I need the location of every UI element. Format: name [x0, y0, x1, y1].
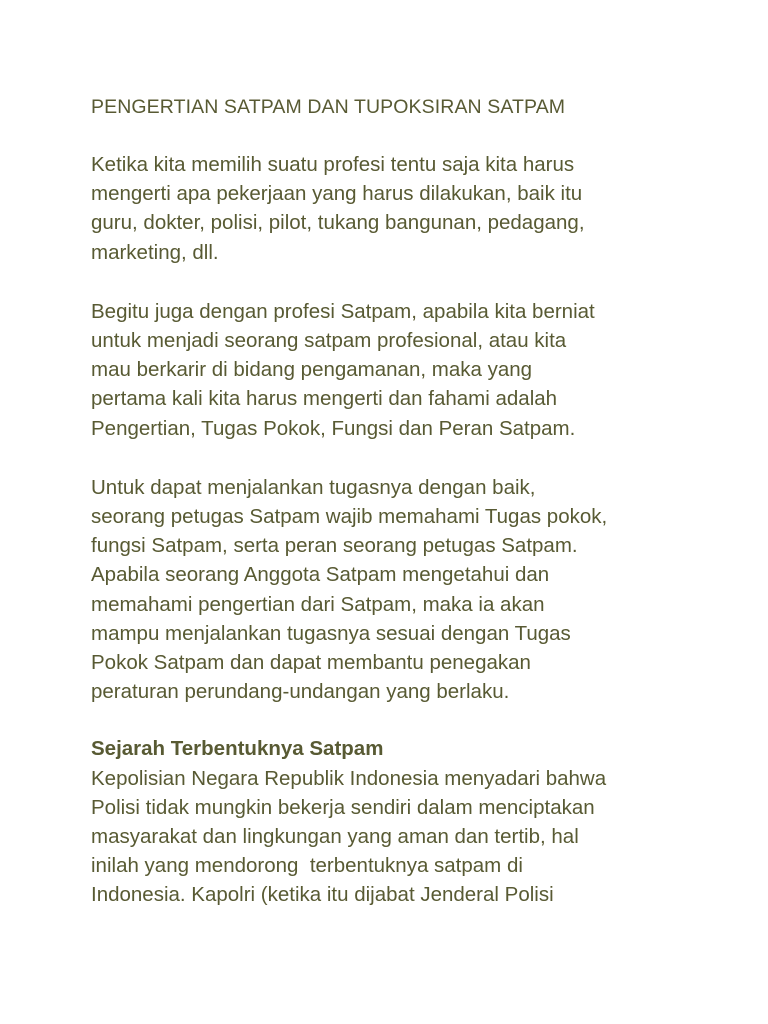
document-page [91, 92, 751, 940]
paragraph-1 [91, 150, 751, 267]
text-line: untuk menjadi seorang satpam profesional, atau kita [91, 329, 567, 353]
text-line: mengerti apa pekerjaan yang harus dilakukan, baik itu [91, 182, 583, 206]
paragraph-2 [91, 297, 751, 443]
text-line: masyarakat dan lingkungan yang aman dan tertib, hal [91, 825, 579, 849]
text-line: Polisi tidak mungkin bekerja sendiri dalam menciptakan [91, 795, 595, 819]
text-line: guru, dokter, polisi, pilot, tukang bangunan, pedagang, [91, 211, 585, 235]
text-line: pertama kali kita harus mengerti dan fahami adalah [91, 387, 558, 411]
text-line: Pengertian, Tugas Pokok, Fungsi dan Peran Satpam. [91, 416, 576, 440]
section-heading: Sejarah Terbentuknya Satpam [91, 737, 384, 761]
text-line: Begitu juga dengan profesi Satpam, apabila kita berniat [91, 299, 595, 323]
history-section [91, 734, 751, 909]
text-line: Kepolisian Negara Republik Indonesia menyadari bahwa [91, 766, 607, 790]
text-line: mau berkarir di bidang pengamanan, maka yang [91, 358, 533, 382]
text-line: fungsi Satpam, serta peran seorang petugas Satpam. [91, 534, 578, 558]
text-line: inilah yang mendorong terbentuknya satpam di [91, 854, 523, 878]
text-line: peraturan perundang-undangan yang berlaku. [91, 680, 510, 704]
text-line: seorang petugas Satpam wajib memahami Tugas pokok, [91, 505, 608, 529]
text-line: Pokok Satpam dan dapat membantu penegakan [91, 651, 531, 675]
text-line: Ketika kita memilih suatu profesi tentu saja kita harus [91, 153, 575, 176]
text-line: Apabila seorang Anggota Satpam mengetahui dan [91, 563, 550, 587]
text-line: Untuk dapat menjalankan tugasnya dengan baik, [91, 475, 536, 499]
document-title: PENGERTIAN SATPAM DAN TUPOKSIRAN SATPAM [91, 96, 566, 118]
paragraph-3 [91, 473, 751, 707]
section-paragraph [91, 764, 751, 910]
text-line: marketing, dll. [91, 240, 219, 264]
text-line: Indonesia. Kapolri (ketika itu dijabat Jenderal Polisi [91, 883, 554, 907]
text-line: memahami pengertian dari Satpam, maka ia akan [91, 592, 545, 616]
text-line: mampu menjalankan tugasnya sesuai dengan Tugas [91, 621, 571, 645]
